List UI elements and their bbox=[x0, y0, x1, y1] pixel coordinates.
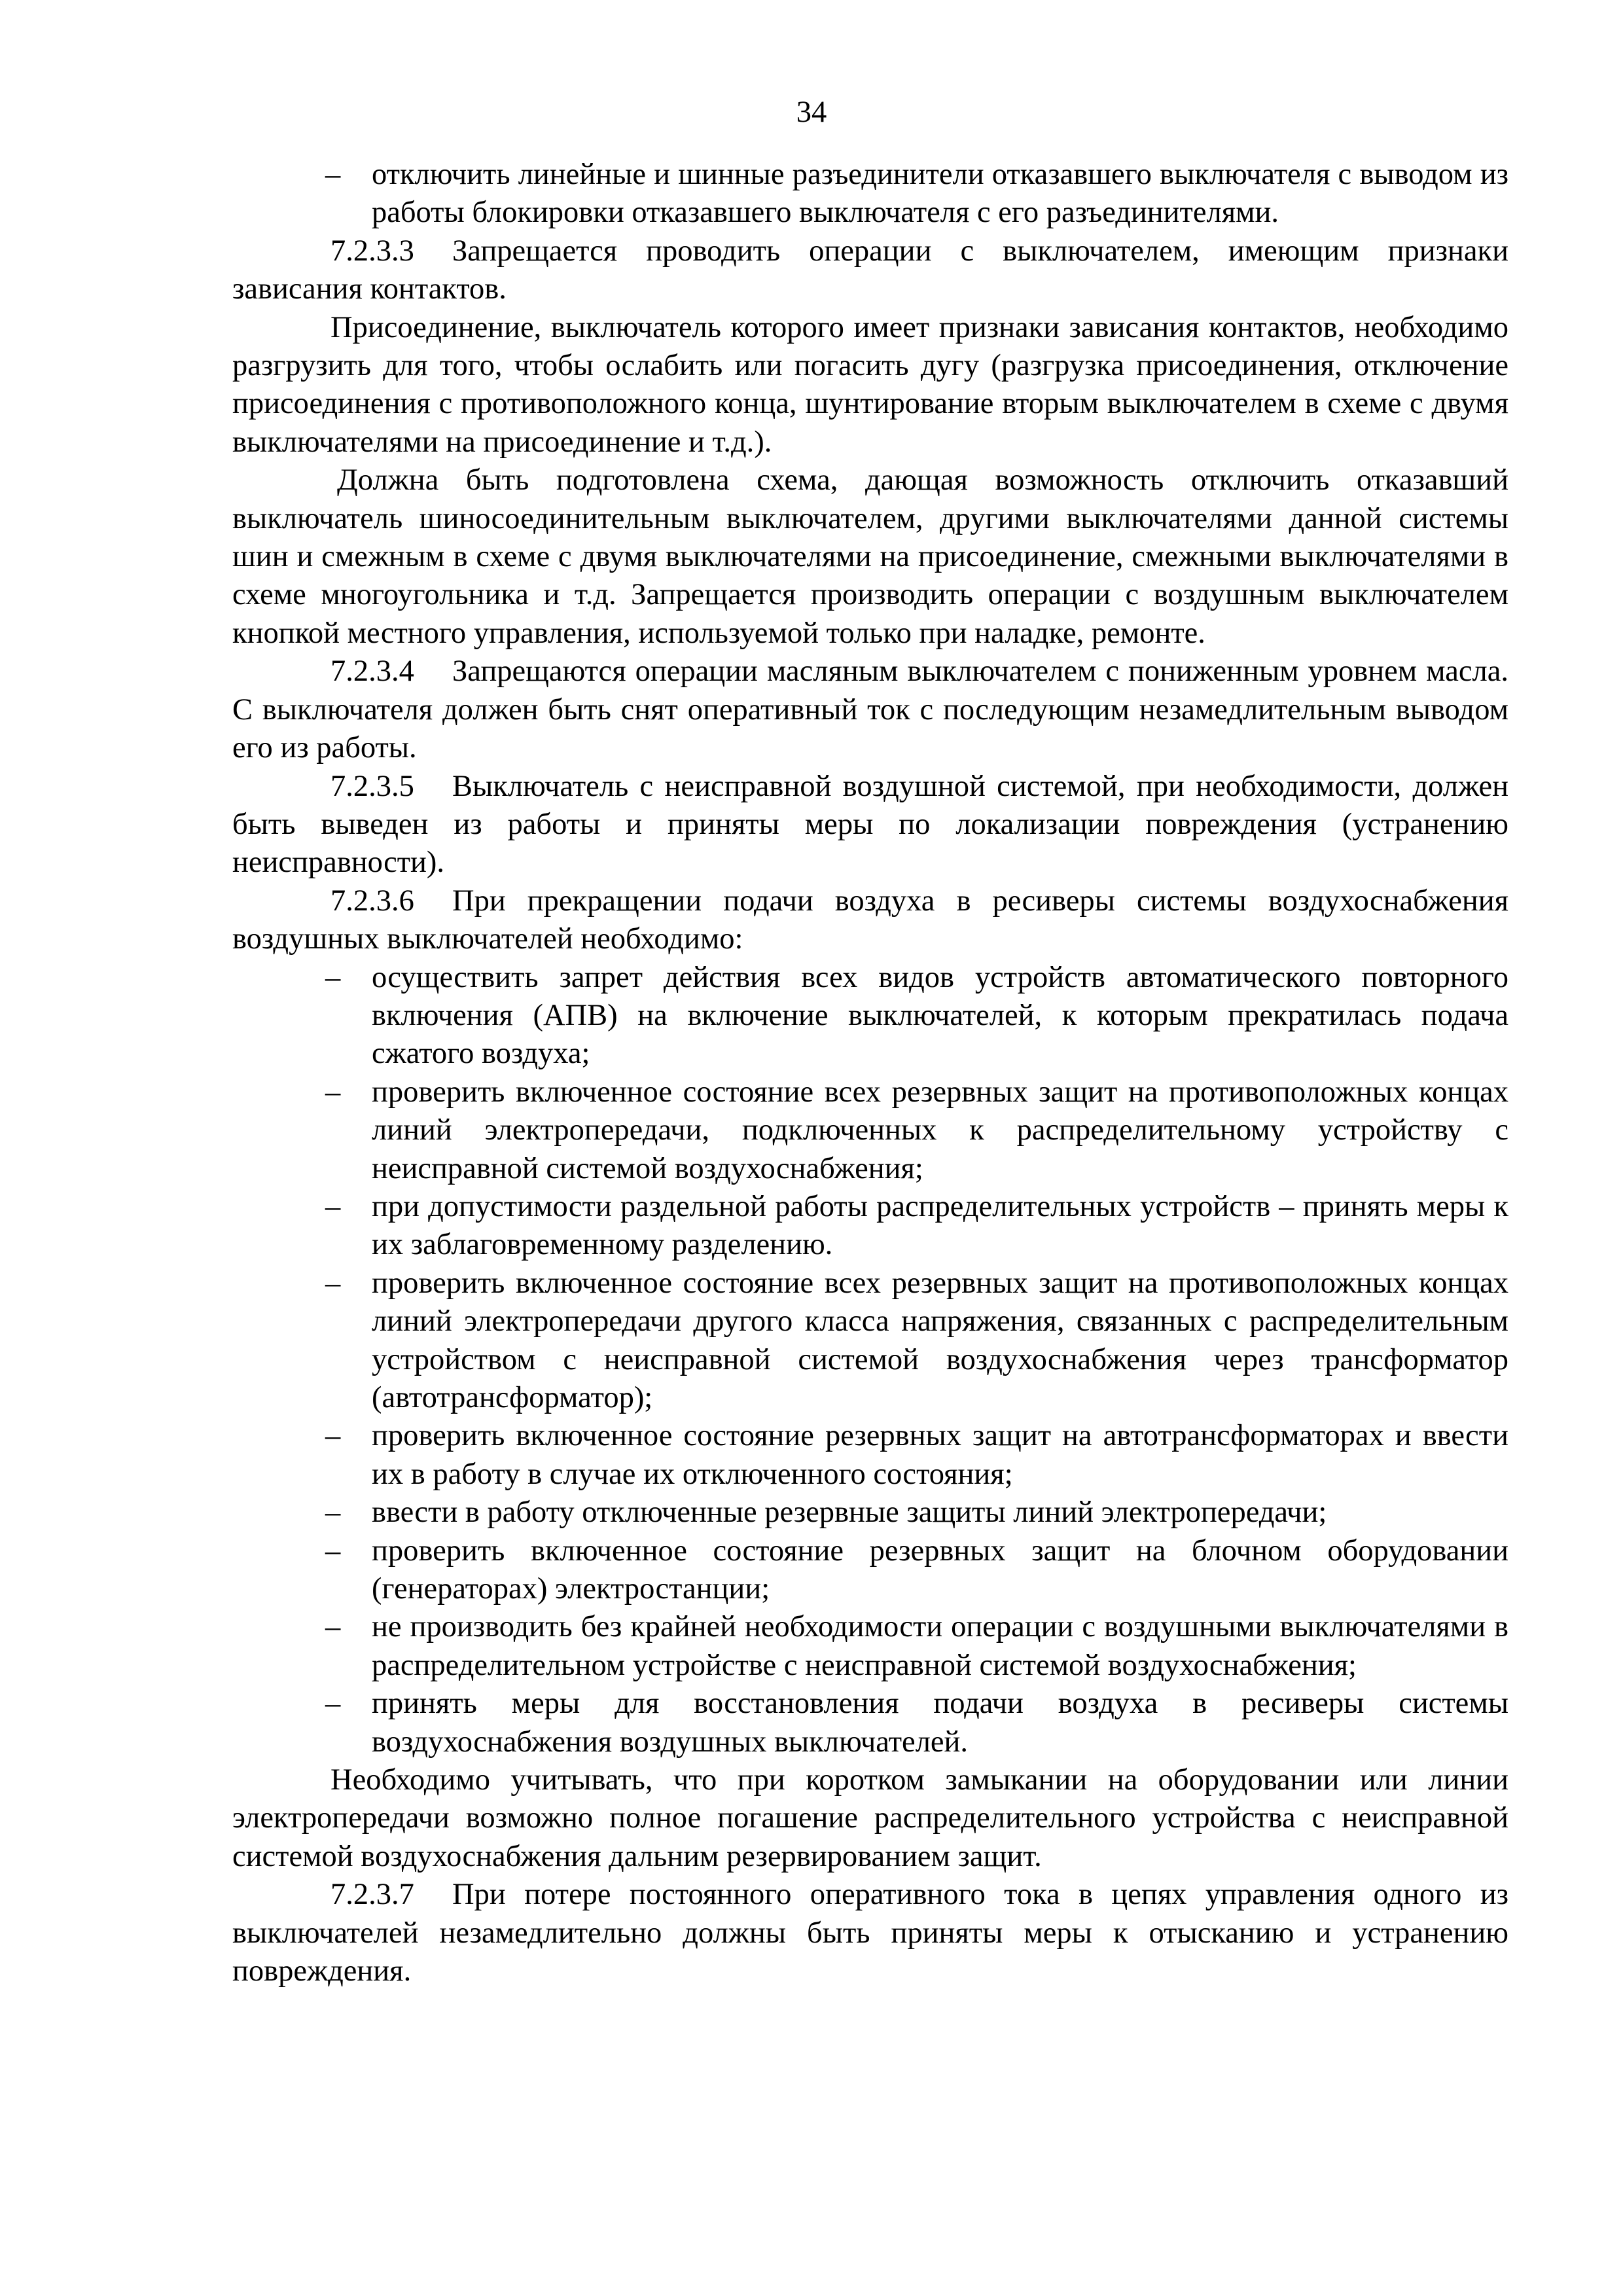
dash-marker: – bbox=[325, 1075, 341, 1109]
dash-marker: – bbox=[325, 1610, 341, 1644]
list-item bbox=[232, 1073, 1508, 1188]
dash-marker: – bbox=[325, 1687, 341, 1721]
list-item-text: осуществить запрет действия всех видов устройств автоматического повторного включения (АПВ) на включение выключателей, к которым прекратилась подача сжатого воздуха; bbox=[372, 960, 1508, 1071]
list-item-text: принять меры для восстановления подачи воздуха в ресиверы системы воздухоснабжения воздушных выключателей. bbox=[372, 1687, 1508, 1759]
list-item-text: не производить без крайней необходимости операции с воздушными выключателями в распределительном устройстве с неисправной системой воздухоснабжения; bbox=[372, 1610, 1508, 1682]
list-item bbox=[232, 1417, 1508, 1494]
section-7-2-3-5 bbox=[232, 768, 1508, 882]
top-dash-list bbox=[232, 156, 1508, 232]
list-item-text: при допустимости раздельной работы распределительных устройств – принять меры к их заблаговременному разделению. bbox=[372, 1189, 1508, 1262]
section-number: 7.2.3.4 bbox=[330, 655, 414, 689]
section-text: При потере постоянного оперативного тока в цепях управления одного из выключателей незамедлительно должны быть приняты меры к отысканию и устранению повреждения. bbox=[232, 1878, 1508, 1988]
paragraph: Необходимо учитывать, что при коротком замыкании на оборудовании или линии электропередачи возможно полное погашение распределительного устройства с неисправной системой воздухоснабжения дальним резервированием защит. bbox=[232, 1763, 1508, 1873]
measures-dash-list bbox=[232, 959, 1508, 1762]
list-item bbox=[232, 1265, 1508, 1418]
section-text: Выключатель с неисправной воздушной системой, при необходимости, должен быть выведен из работы и приняты меры по локализации повреждения (устранению неисправности). bbox=[232, 769, 1508, 880]
dash-marker: – bbox=[325, 1419, 341, 1453]
page-number: 34 bbox=[796, 96, 827, 129]
paragraph: Должна быть подготовлена схема, дающая возможность отключить отказавший выключатель шиносоединительным выключателем, другими выключателями данной системы шин и смежным в схеме с двумя выключателями на присоединение, смежными выключателями в схеме многоугольника и т.д. Запрещается производить операции с воздушным выключателем кнопкой местного управления, используемой только при наладке, ремонте. bbox=[232, 463, 1508, 650]
document-body bbox=[232, 156, 1508, 1991]
section-number: 7.2.3.6 bbox=[330, 884, 414, 918]
section-number: 7.2.3.7 bbox=[330, 1878, 414, 1912]
list-item-text: отключить линейные и шинные разъединители отказавшего выключателя с выводом из работы блокировки отказавшего выключателя с его разъединителями. bbox=[372, 158, 1508, 230]
list-item bbox=[232, 156, 1508, 232]
list-item-text: проверить включенное состояние резервных защит на автотрансформаторах и ввести их в работу в случае их отключенного состояния; bbox=[372, 1419, 1508, 1491]
dash-marker: – bbox=[325, 1496, 341, 1530]
list-item bbox=[232, 1685, 1508, 1761]
dash-marker: – bbox=[325, 1189, 341, 1223]
section-7-2-3-6 bbox=[232, 882, 1508, 959]
list-item bbox=[232, 1494, 1508, 1532]
section-7-2-3-7 bbox=[232, 1876, 1508, 1990]
dash-marker: – bbox=[325, 158, 341, 191]
dash-marker: – bbox=[325, 960, 341, 994]
list-item-text: проверить включенное состояние всех резервных защит на противоположных концах линий электропередачи другого класса напряжения, связанных с распределительным устройством с неисправной системой воздухоснабжения через трансформатор (автотрансформатор); bbox=[372, 1266, 1508, 1414]
section-text: Запрещается проводить операции с выключателем, имеющим признаки зависания контактов. bbox=[232, 234, 1508, 306]
list-item bbox=[232, 1608, 1508, 1685]
section-7-2-3-4 bbox=[232, 653, 1508, 767]
list-item-text: проверить включенное состояние всех резервных защит на противоположных концах линий электропередачи, подключенных к распределительному устройству с неисправной системой воздухоснабжения; bbox=[372, 1075, 1508, 1185]
list-item-text: проверить включенное состояние резервных защит на блочном оборудовании (генераторах) электростанции; bbox=[372, 1534, 1508, 1606]
dash-marker: – bbox=[325, 1534, 341, 1568]
section-text: При прекращении подачи воздуха в ресиверы системы воздухоснабжения воздушных выключателей необходимо: bbox=[232, 884, 1508, 956]
section-number: 7.2.3.3 bbox=[330, 234, 414, 268]
list-item-text: ввести в работу отключенные резервные защиты линий электропередачи; bbox=[372, 1496, 1327, 1530]
list-item bbox=[232, 959, 1508, 1073]
section-text: Запрещаются операции масляным выключателем с пониженным уровнем масла. С выключателя должен быть снят оперативный ток с последующим незамедлительным выводом его из работы. bbox=[232, 655, 1508, 765]
section-number: 7.2.3.5 bbox=[330, 769, 414, 803]
section-7-2-3-3 bbox=[232, 232, 1508, 309]
list-item bbox=[232, 1188, 1508, 1265]
dash-marker: – bbox=[325, 1266, 341, 1300]
paragraph: Присоединение, выключатель которого имеет признаки зависания контактов, необходимо разгрузить для того, чтобы ослабить или погасить дугу (разгрузка присоединения, отключение присоединения с противоположного конца, шунтирование вторым выключателем в схеме с двумя выключателями на присоединение и т.д.). bbox=[232, 310, 1508, 459]
list-item bbox=[232, 1532, 1508, 1609]
